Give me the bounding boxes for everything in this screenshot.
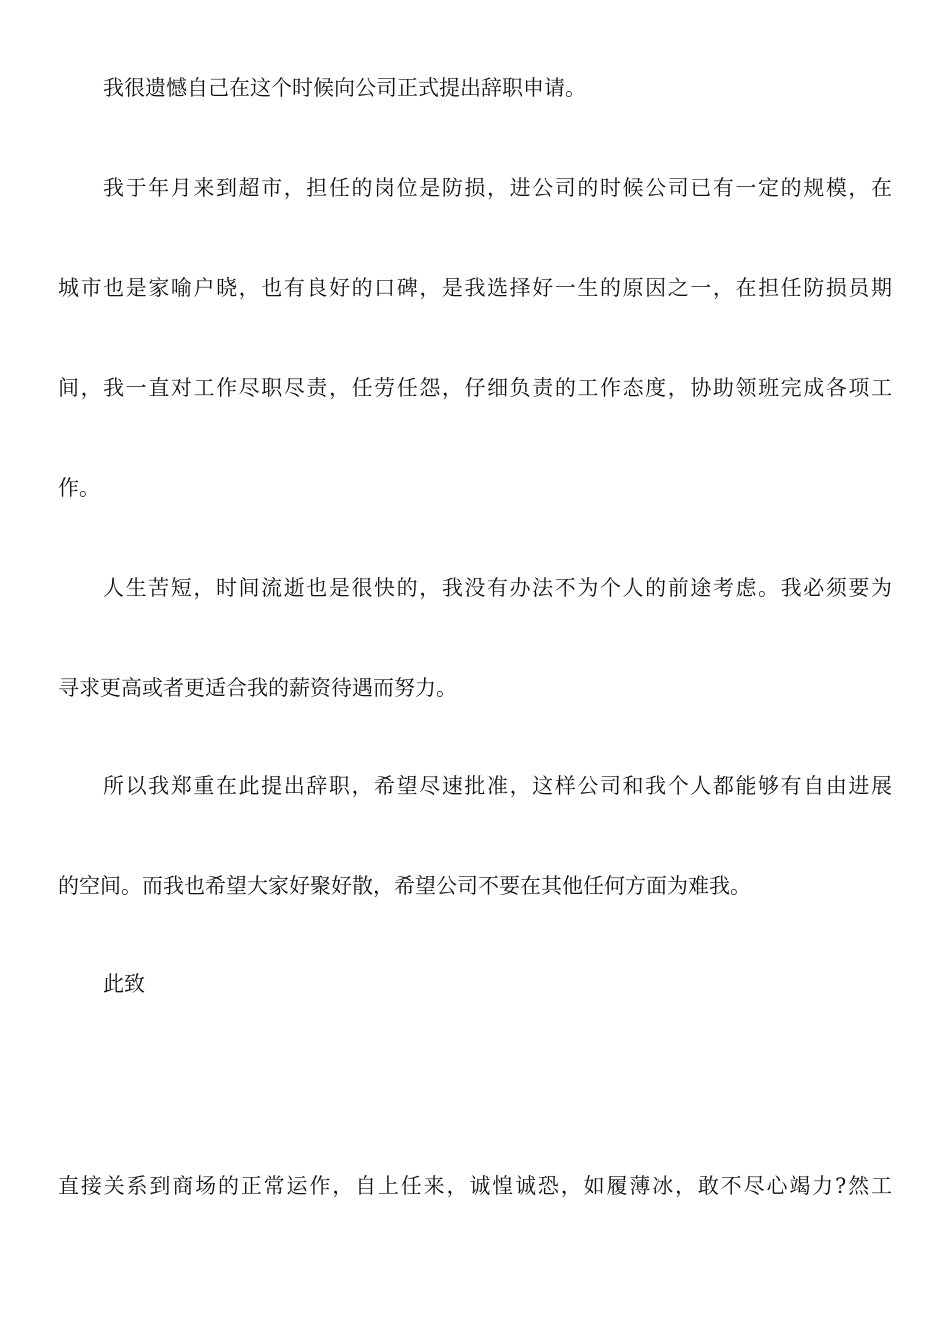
closing-salutation: 此致 [103, 972, 145, 996]
continuation-line: 直接关系到商场的正常运作，自上任来，诚惶诚恐，如履薄冰，敢不尽心竭力?然工 [58, 1174, 892, 1198]
paragraph-3-line-1: 人生苦短，时间流逝也是很快的，我没有办法不为个人的前途考虑。我必须要为 [103, 576, 892, 600]
paragraph-2-line-3: 间，我一直对工作尽职尽责，任劳任怨，仔细负责的工作态度，协助领班完成各项工 [58, 376, 892, 400]
paragraph-1-line-1: 我很遗憾自己在这个时候向公司正式提出辞职申请。 [103, 76, 586, 100]
paragraph-3-line-2: 寻求更高或者更适合我的薪资待遇而努力。 [58, 676, 457, 700]
paragraph-2-line-4: 作。 [58, 476, 100, 500]
paragraph-2-line-2: 城市也是家喻户晓，也有良好的口碑，是我选择好一生的原因之一，在担任防损员期 [58, 276, 892, 300]
paragraph-4-line-1: 所以我郑重在此提出辞职，希望尽速批准，这样公司和我个人都能够有自由进展 [103, 774, 892, 798]
paragraph-2-line-1: 我于年月来到超市，担任的岗位是防损，进公司的时候公司已有一定的规模，在 [103, 176, 892, 200]
paragraph-4-line-2: 的空间。而我也希望大家好聚好散，希望公司不要在其他任何方面为难我。 [58, 874, 751, 898]
